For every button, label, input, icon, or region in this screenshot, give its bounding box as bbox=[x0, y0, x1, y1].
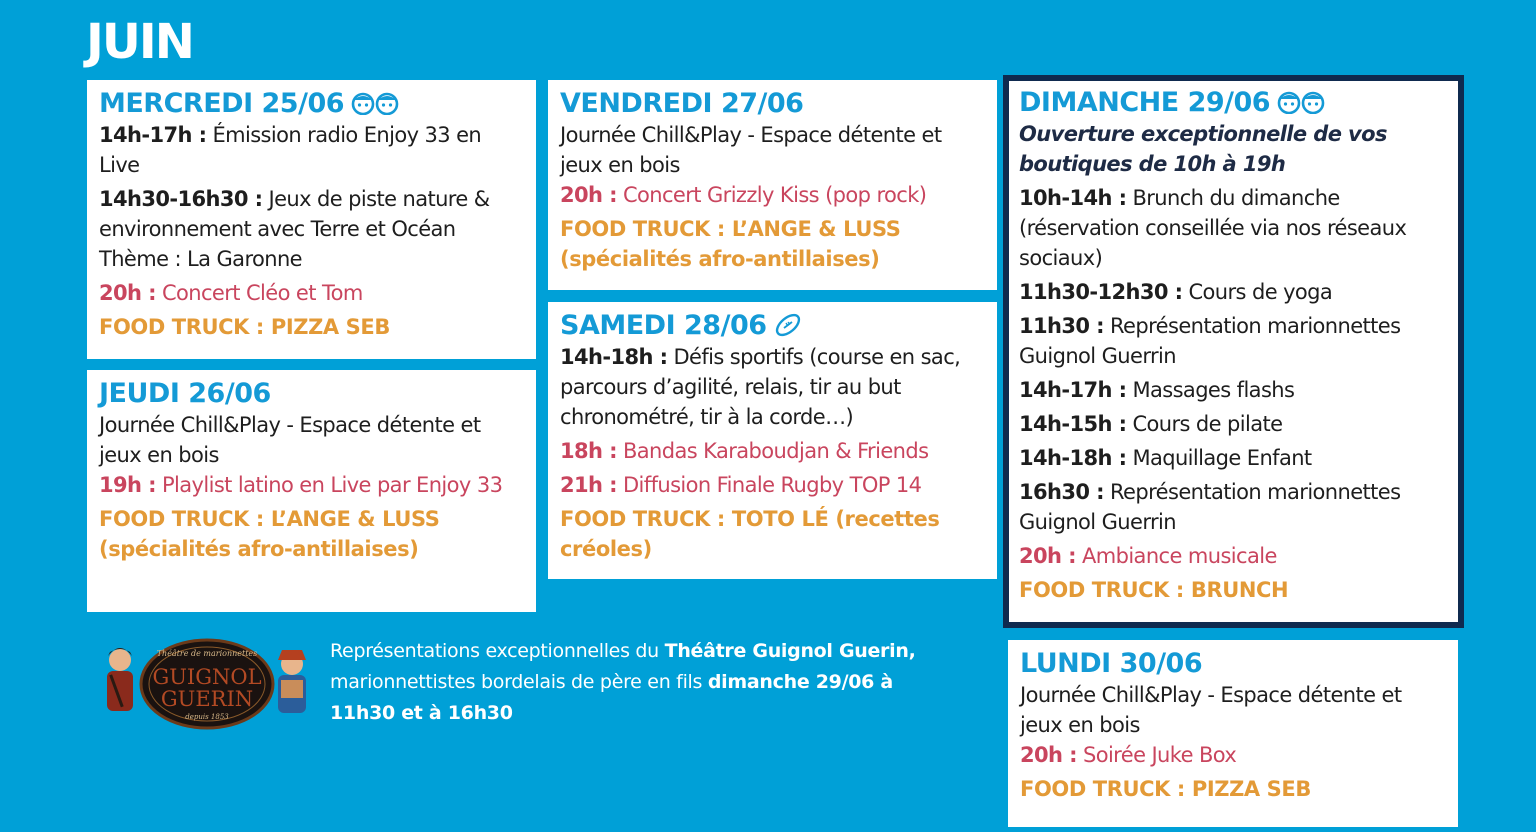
day-description: Journée Chill&Play - Espace détente et jeux en bois bbox=[99, 413, 481, 467]
rugby-ball-icon bbox=[773, 313, 803, 337]
day-description: Journée Chill&Play - Espace détente et jeux en bois bbox=[560, 123, 942, 177]
day-title: LUNDI 30/06 bbox=[1020, 648, 1203, 679]
food-truck: FOOD TRUCK : PIZZA SEB bbox=[99, 315, 390, 339]
guignol-guerin-logo bbox=[100, 636, 314, 732]
logo-line1: GUIGNOL bbox=[152, 665, 262, 689]
month-title: JUIN bbox=[86, 14, 193, 70]
kids-icon bbox=[1276, 90, 1326, 114]
kids-icon bbox=[350, 91, 400, 115]
footer-announcement: Représentations exceptionnelles du Théâtre Guignol Guerin, marionnettistes bordelais de père en fils dimanche 29/06 à 11h30 et à 16h30 bbox=[330, 640, 916, 724]
schedule-line: 14h-18h : Maquillage Enfant bbox=[1019, 446, 1312, 470]
food-truck: FOOD TRUCK : BRUNCH bbox=[1019, 578, 1289, 602]
logo-line2: GUERIN bbox=[160, 687, 254, 711]
schedule-line: 14h-15h : Cours de pilate bbox=[1019, 412, 1283, 436]
evening-line: 21h : Diffusion Finale Rugby TOP 14 bbox=[560, 473, 922, 497]
food-truck: FOOD TRUCK : PIZZA SEB bbox=[1020, 777, 1311, 801]
food-truck: FOOD TRUCK : L’ANGE & LUSS (spécialités afro-antillaises) bbox=[99, 507, 440, 561]
day-title: DIMANCHE 29/06 bbox=[1019, 87, 1454, 119]
day-card-vendredi bbox=[548, 80, 997, 290]
schedule-line: 11h30-12h30 : Cours de yoga bbox=[1019, 280, 1333, 304]
day-card-jeudi bbox=[87, 370, 536, 612]
day-card-dimanche bbox=[1003, 75, 1464, 628]
puppet-left-icon bbox=[107, 648, 133, 711]
day-card-samedi bbox=[548, 302, 997, 579]
evening-line: 19h : Playlist latino en Live par Enjoy 33 bbox=[99, 473, 503, 497]
schedule-line: 14h-18h : Défis sportifs (course en sac, parcours d’agilité, relais, tir au but chronométré, tir à la corde…) bbox=[560, 345, 961, 429]
day-title: MERCREDI 25/06 bbox=[99, 88, 526, 120]
evening-line: 20h : Soirée Juke Box bbox=[1020, 743, 1237, 767]
evening-line: 20h : Concert Cléo et Tom bbox=[99, 281, 363, 305]
day-title: SAMEDI 28/06 bbox=[560, 310, 987, 342]
day-card-lundi bbox=[1008, 640, 1458, 827]
schedule-line: 14h-17h : Massages flashs bbox=[1019, 378, 1295, 402]
food-truck: FOOD TRUCK : L’ANGE & LUSS (spécialités afro-antillaises) bbox=[560, 217, 901, 271]
opening-note: Ouverture exceptionnelle de vos boutiques de 10h à 19h bbox=[1019, 122, 1387, 176]
day-title: JEUDI 26/06 bbox=[99, 378, 271, 409]
evening-line: 20h : Concert Grizzly Kiss (pop rock) bbox=[560, 183, 927, 207]
day-description: Journée Chill&Play - Espace détente et jeux en bois bbox=[1020, 683, 1402, 737]
schedule-line: 14h30-16h30 : Jeux de piste nature & environnement avec Terre et Océan Thème : La Garonne bbox=[99, 187, 490, 271]
logo-bottom-text: depuis 1853 bbox=[185, 713, 229, 721]
food-truck: FOOD TRUCK : TOTO LÉ (recettes créoles) bbox=[560, 507, 940, 561]
logo-top-text: Théâtre de marionnettes bbox=[156, 649, 258, 658]
schedule-line: 10h-14h : Brunch du dimanche (réservation conseillée via nos réseaux sociaux) bbox=[1019, 186, 1407, 270]
puppet-right-icon bbox=[278, 650, 306, 713]
evening-line: 18h : Bandas Karaboudjan & Friends bbox=[560, 439, 929, 463]
day-title: VENDREDI 27/06 bbox=[560, 88, 804, 119]
evening-line: 20h : Ambiance musicale bbox=[1019, 544, 1277, 568]
schedule-line: 14h-17h : Émission radio Enjoy 33 en Live bbox=[99, 123, 482, 177]
schedule-line: 11h30 : Représentation marionnettes Guignol Guerrin bbox=[1019, 314, 1401, 368]
schedule-line: 16h30 : Représentation marionnettes Guignol Guerrin bbox=[1019, 480, 1401, 534]
day-card-mercredi bbox=[87, 80, 536, 359]
